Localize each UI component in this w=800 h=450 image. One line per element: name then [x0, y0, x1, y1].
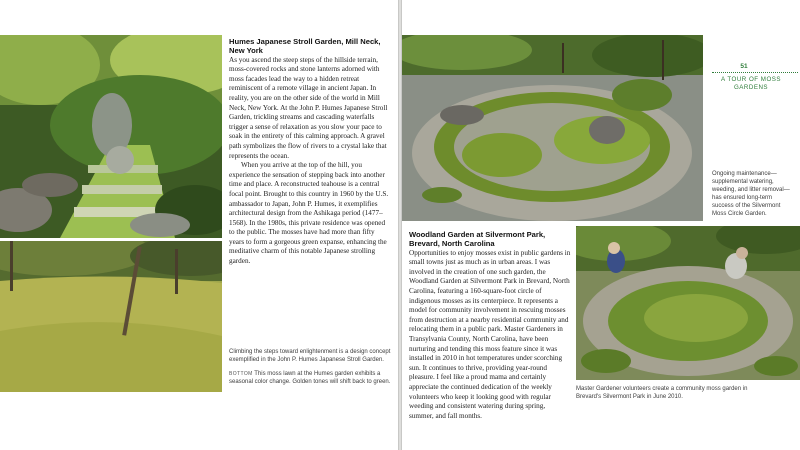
stroll-garden-caption: Climbing the steps toward enlightenment is a design concept exemplified in the John P. Humes Japanese Stroll Garden.	[229, 349, 391, 363]
page-folio	[712, 63, 776, 71]
moss-lawn-photo	[0, 241, 222, 392]
silvermont-heading: Woodland Garden at Silvermont Park, Brevard, North Carolina	[409, 230, 546, 249]
moss-circle-caption: Ongoing maintenance—supplemental watering, weeding, and litter removal—has ensured long-term success of the Silvermont Moss Circle Garden.	[712, 171, 790, 217]
section-running-head: A TOUR OF MOSS GARDENS	[720, 76, 782, 91]
left-paragraph-1: As you ascend the steep steps of the hillside terrain, moss-covered rocks and stone lanterns adorned with moss facades lead the way to a hidden retreat reminiscent of a remote village in ancient Japan. In reality, you are on the other side of the world in Mill Neck, New York. At the John P. Humes Japanese Stroll Garden, trickling streams and cascading waterfalls trigger a sense of relaxation as you slow your pace to soak in the entirety of this calming approach. A gravel path symbolizes the flow of rivers to a crystal lake that represents the ocean.	[229, 55, 388, 160]
left-captions	[229, 348, 391, 386]
right-paragraph: Opportunities to enjoy mosses exist in public gardens in small towns just as much as in urban areas. I was involved in the creation of one such garden, the Woodland Garden at Silvermont Park in Brevard, North Carolina, featuring a 160-square-foot circle of indigenous mosses as its centerpiece. It represents a model for community involvement in rescuing mosses from destruction at a nearby residential community and relocating them in a public park. Master Gardeners in Transylvania County, North Carolina, have been nurturing and tending this moss feature since it was installed in 2010 in hot temperatures under scorching sun. It continues to thrive, providing year-round pleasure. I feel like a proud mama and certainly appreciate the continued dedication of the weekly volunteers who keep it looking good with regular weeding and consistent watering during spring, summer, and fall months.	[409, 248, 571, 420]
moss-circle-photo	[402, 35, 703, 221]
volunteers-caption: Master Gardener volunteers create a community moss garden in Brevard's Silvermont Park in June 2010.	[576, 386, 748, 400]
moss-lawn-caption-text: This moss lawn at the Humes garden exhibits a seasonal color change. Golden tones will shift back to green.	[229, 371, 391, 385]
right-body-text	[409, 249, 571, 422]
volunteers-photo	[576, 226, 800, 380]
right-article	[409, 230, 571, 421]
moss-lawn-caption	[229, 370, 391, 386]
caption-position-label: BOTTOM	[229, 371, 253, 377]
stroll-garden-steps-photo	[0, 35, 222, 238]
humes-garden-heading: Humes Japanese Stroll Garden, Mill Neck, New York	[229, 37, 381, 56]
page-number: 51	[740, 63, 748, 70]
left-paragraph-2: When you arrive at the top of the hill, you experience the sensation of stepping back into another time and place. A reconstructed teahouse is a central focal point. Brought to this country in 1960 by the U.S. ambassador to Japan, John P. Humes, it exemplifies architectural design from the Ashikaga period (1477–1568). In the 1980s, this private residence was opened to the public. The mosses have had more than fifty years to form a gorgeous green expanse, enhancing the meditative charm of this notable Japanese strolling garden.	[229, 161, 389, 266]
left-body-text	[229, 56, 389, 267]
folio-divider	[712, 72, 798, 73]
left-article	[229, 37, 389, 267]
